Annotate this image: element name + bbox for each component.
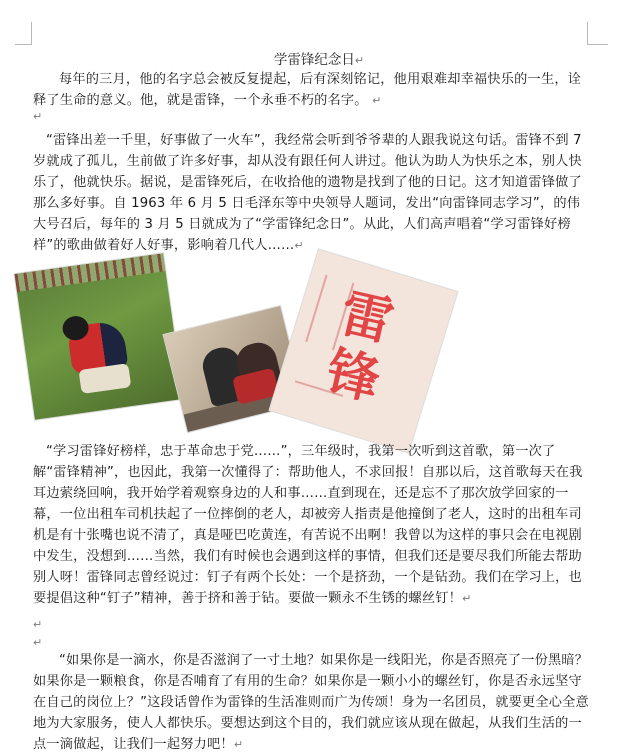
paragraph-4: “如果你是一滴水，你是否滋润了一寸土地？如果你是一线阳光，你是否照亮了一份黑暗？如果你是一颗粮食，你是否哺育了有用的生命？如果你是一颗小小的螺丝钉，你是否永远坚守在自己的岗位上？”这段话曾作为雷锋的生活准则而广为传颂！身为一名团员，就要更全心全意地为大家服务，使人人都快乐。要想达到这个目的，我们就应该从现在做起，从我们生活的一点一滴做起，让我们一起努力吧！↵ [33,653,589,752]
photo-student-on-field [15,253,184,419]
empty-paragraph: ↵ [33,636,43,649]
photo-leifeng-poster: 雷锋 [270,249,458,452]
paragraph-3: “学习雷锋好榜样，忠于革命忠于党……”，三年级时，我第一次听到这首歌，第一次了解“雷锋精神”，也因此，我第一次懂得了：帮助他人，不求回报！自那以后，这首歌每天在我耳边萦绕回响，我开始学着观察身边的人和事……直到现在，还是忘不了那次放学回家的一幕，一位出租车司机扶起了一位摔倒的老人，却被旁人指责是他撞倒了老人，这时的出租车司机是有十张嘴也说不清了，真是哑巴吃黄连，有苦说不出啊！我曾以为这样的事只会在电视剧中发生，没想到……当然，我们有时候也会遇到这样的事情，但我们还是要尽我们所能去帮助别人呀！雷锋同志曾经说过：钉子有两个长处：一个是挤劲，一个是钻劲。我们在学习上，也要提倡这种“钉子”精神，善于挤和善于钻。要做一颗永不生锈的螺丝钉！↵ [33,444,583,606]
paragraph-2: “雷锋出差一千里，好事做了一火车”，我经常会听到爷爷辈的人跟我说这句话。雷锋不到 7 岁就成了孤儿，生前做了许多好事，却从没有跟任何人讲过。他认为助人为快乐之本，别人快乐了，他就快乐。据说，是雷锋死后，在收拾他的遗物是找到了他的日记。这才知道雷锋做了那么多好事。自 1963 年 6 月 5 日毛泽东等中央领导人题词，发出“向雷锋同志学习”，的伟大号召后，每年的 3 月 5 日就成为了“学雷锋纪念日”。从此，人们高声唱着“学习雷锋好榜样”的歌曲做着好人好事，影响着几代人……↵ [33,133,582,253]
page-corner-mark [587,22,608,45]
page-corner-mark [15,22,32,45]
empty-paragraph: ↵ [33,110,43,123]
paragraph-1: 每年的三月，他的名字总会被反复提起，后有深刻铭记，他用艰难却幸福快乐的一生，诠释了生命的意义。他，就是雷锋，一个永垂不朽的名字。 ↵ [33,72,582,108]
empty-paragraph: ↵ [33,618,43,631]
document-title: 学雷锋纪念日↵ [273,52,365,68]
